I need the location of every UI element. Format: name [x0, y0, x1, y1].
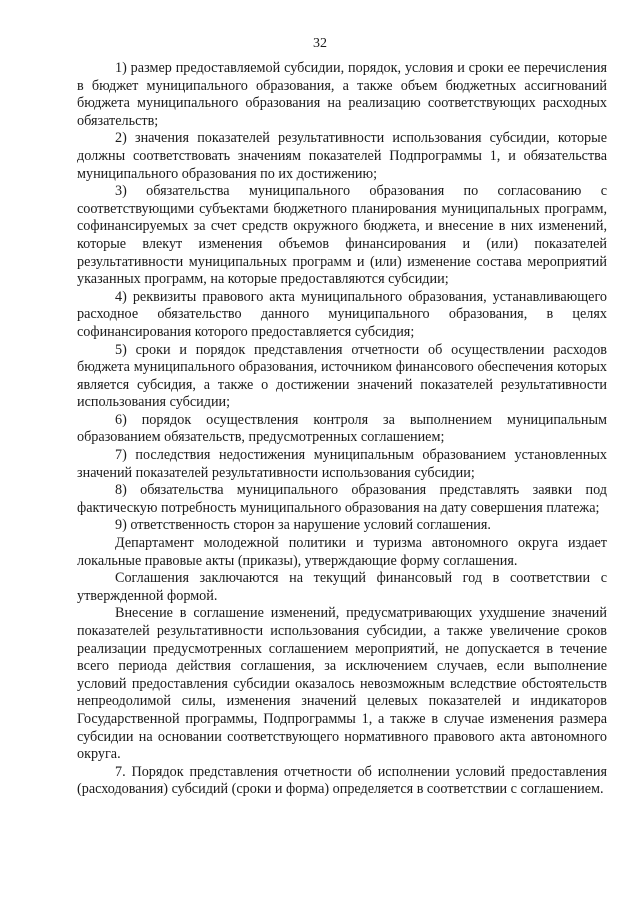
- paragraph-item-5: 5) сроки и порядок представления отчетности об осуществлении расходов бюджета муниципального образования, источником финансового обеспечения которых является субсидия, а также о достижении значений показателей результативности использования субсидии;: [77, 341, 607, 411]
- paragraph-item-2: 2) значения показателей результативности использования субсидии, которые должны соответствовать значениям показателей Подпрограммы 1, и обязательства муниципального образования по их достижению;: [77, 130, 607, 182]
- paragraph-item-9: 9) ответственность сторон за нарушение условий соглашения.: [115, 517, 491, 534]
- paragraph-item-7: 7) последствия недостижения муниципальным образованием установленных значений показателей результативности использования субсидии;: [77, 447, 607, 481]
- paragraph-item-1: 1) размер предоставляемой субсидии, порядок, условия и сроки ее перечисления в бюджет муниципального образования, а также объем бюджетных ассигнований бюджета муниципального образования на реализацию соответствующих расходных обязательств;: [77, 60, 607, 129]
- paragraph-item-4: 4) реквизиты правового акта муниципального образования, устанавливающего расходное обязательство данного муниципального образования, в целях софинансирования которого предоставляется субсидия;: [77, 288, 607, 340]
- paragraph-item-8: 8) обязательства муниципального образования представлять заявки под фактическую потребность муниципального образования на дату совершения платежа;: [77, 482, 607, 516]
- paragraph-department: Департамент молодежной политики и туризма автономного округа издает локальные правовые акты (приказы), утверждающие форму соглашения.: [77, 535, 607, 569]
- paragraph-item-6: 6) порядок осуществления контроля за выполнением муниципальным образованием обязательств, предусмотренных соглашением;: [77, 411, 607, 446]
- paragraph-agreements: Соглашения заключаются на текущий финансовый год в соответствии с утвержденной формой.: [77, 570, 607, 604]
- document-body: [77, 60, 607, 799]
- paragraph-section-7: 7. Порядок представления отчетности об исполнении условий предоставления (расходования) субсидий (сроки и форма) определяется в соответствии с соглашением.: [77, 763, 607, 798]
- paragraph-item-3: 3) обязательства муниципального образования по согласованию с соответствующими субъектами бюджетного планирования муниципальных программ, софинансируемых за счет средств окружного бюджета, и внесение в них изменений, которые влекут изменения объемов финансирования и (или) показателей результативности муниципальных программ и (или) изменение состава мероприятий указанных программ, на которые предоставляются субсидии;: [77, 183, 607, 288]
- page-number: 32: [313, 36, 327, 51]
- paragraph-amendments: Внесение в соглашение изменений, предусматривающих ухудшение значений показателей результативности использования субсидии, а также увеличение сроков реализации предусмотренных соглашением мероприятий, не допускается в течение всего периода действия соглашения, за исключением случаев, если выполнение условий предоставления субсидии оказалось невозможным вследствие обстоятельств непреодолимой силы, изменения значений целевых показателей и индикаторов Государственной программы, Подпрограммы 1, а также в случае изменения размера субсидии на основании соответствующего нормативного правового акта автономного округа.: [77, 605, 607, 763]
